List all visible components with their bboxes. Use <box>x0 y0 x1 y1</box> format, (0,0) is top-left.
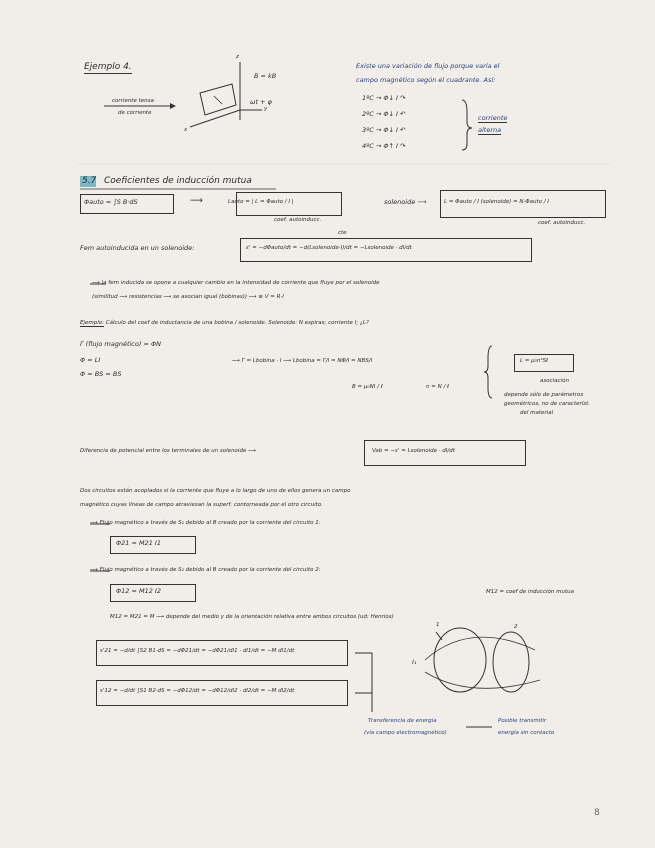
example5-eq: ⟶ Γ = Lbobina · I ⟶ Lbobina = Γ/I = NΦ/I = NBS/I <box>232 358 373 364</box>
fem-line-1: ⟶ la fem inducida se opone a cualquier cambio en la intensidad de corriente que fluye por el solenoide <box>92 280 380 286</box>
arrow-label-1: corriente tensa <box>112 98 154 104</box>
quadrant-brace <box>462 100 472 150</box>
phi-eq-1: Φ = LI <box>80 356 101 364</box>
fig-i1-label: I₁ <box>412 658 417 666</box>
energy-4: energía sin contacto <box>498 730 555 736</box>
depends-3: del material <box>520 410 554 416</box>
example4-note-1: Existe una variación de flujo porque varía el <box>356 62 500 70</box>
fig-2-label: 2 <box>514 624 518 630</box>
n-eq: n = N / ℓ <box>426 384 450 390</box>
coupling-line-1: Dos circuitos están acoplados si la corriente que fluye a lo largo de uno de ellos genera un campo <box>80 488 351 494</box>
depends-1: depende sólo de parámetros <box>504 392 584 398</box>
axis-x-label: x <box>184 127 188 133</box>
quadrant-row: 2ºC → Φ↓ I ↶ <box>362 110 406 118</box>
flux12-text: ⟶ Flujo magnético a través de S₂ debido al B creado por la corriente del circuito 2: <box>90 567 321 573</box>
flux-eq: Φauto = ∫S B·dS <box>84 198 138 206</box>
field-line-2 <box>425 672 540 688</box>
x-axis-line <box>190 110 240 127</box>
fem-cte: cte <box>338 230 347 236</box>
flux21-text: ⟶ Flujo magnético a través de S₂ debido al B creado por la corriente del circuito 1: <box>90 520 321 526</box>
fem-line-2: (similitud ⟶ resistencias ⟶ se asocian igual (bobinas)) ⟶ ≡ V = R·I <box>92 294 284 300</box>
mutual-note: M12 = coef de inducción mutua <box>486 589 574 595</box>
field-line-1 <box>425 637 535 660</box>
energy-2: (vía campo electromagnético) <box>364 730 447 736</box>
brace-label-2: alterna <box>478 126 502 134</box>
result-note: asociación <box>540 378 569 384</box>
section-arrow: ⟶ <box>190 196 203 206</box>
phi-eq-2: Φ = BS = BS <box>80 370 122 378</box>
solenoide-note: coef. autoinducc. <box>538 220 586 226</box>
eps12-eq: ε'12 = −d/dt ∫S1 B2·dS = −dΦ12/dt = −dΦ12/dI2 · dI2/dt = −M dI2/dt <box>100 688 295 694</box>
fem-label: Fem autoinducida en un solenoide: <box>80 244 195 252</box>
example4-title: Ejemplo 4. <box>84 62 132 72</box>
solenoide-eq: L = Φauto / I (solenoide) = N·Φauto / I <box>444 199 549 205</box>
section-title: Coeficientes de inducción mutua <box>104 176 252 186</box>
loop-hatch <box>214 96 222 104</box>
lauto-eq: Lauto = | L = Φauto / I | <box>228 199 294 205</box>
brace-label-1: corriente <box>478 114 508 122</box>
flux12-eq: Φ12 = M12 I2 <box>116 587 161 595</box>
solenoide-label: solenoide ⟶ <box>384 198 427 206</box>
gamma-def: Γ (flujo magnético) = ΦN <box>80 340 161 348</box>
m-text: M12 = M21 = M ⟶ depende del medio y de la orientación relativa entre ambos circuitos (ud: Henrios) <box>110 614 394 620</box>
section-number: 5.7 <box>82 176 97 186</box>
quadrant-row: 1ºC → Φ↓ I ↷ <box>362 94 406 102</box>
potential-label: Diferencia de potencial entre los terminales de un solenoide ⟶ <box>80 448 256 454</box>
coupling-line-2: magnético cuyas líneas de campo atraviesan la superf. contorneada por el otro circuito. <box>80 502 323 508</box>
eq-bracket <box>355 653 372 712</box>
fig-1-label: 1 <box>436 622 440 628</box>
wt-label: ωt + φ <box>250 98 272 106</box>
arrow-label-2: de corriente <box>118 110 152 116</box>
axis-z-label: z <box>236 54 239 60</box>
eps21-eq: ε'21 = −d/dt ∫S2 B1·dS = −dΦ21/dt = −dΦ21/dI1 · dI1/dt = −M dI1/dt <box>100 648 295 654</box>
potential-eq: Vab = −ε' = Lsolenoide · dI/dt <box>372 448 455 454</box>
fem-eq: ε' = −dΦauto/dt = −d(Lsolenoide·I)/dt = −Lsolenoide · dI/dt <box>246 245 412 251</box>
energy-1: Transferencia de energía <box>368 718 437 724</box>
example5-title: Ejemplo: <box>80 320 104 326</box>
example5-body: Cálculo del coef de inductancia de una bobina / solenoide. Solenoide: N espiras; corriente I; ¿L? <box>105 320 369 326</box>
flux21-eq: Φ21 = M21 I1 <box>116 539 161 547</box>
lauto-note: coef. autoinducc. <box>274 217 322 223</box>
page-number: 8 <box>594 808 600 818</box>
energy-3: Posible transmitir <box>498 718 547 724</box>
quadrant-row: 4ºC → Φ↑ I ↷ <box>362 142 406 150</box>
example5-text <box>80 320 369 327</box>
b-label: B = kB <box>254 72 277 80</box>
result-eq: L = μ₀n²Sℓ <box>520 358 549 364</box>
current-arrowhead <box>170 103 176 109</box>
i1-arrow <box>436 632 442 640</box>
example5-brace <box>484 346 492 398</box>
quadrant-row: 3ºC → Φ↓ I ↶ <box>362 126 406 134</box>
b-eq: B = μ₀NI / ℓ <box>352 384 383 390</box>
depends-2: geométricos, no de característ. <box>504 401 591 407</box>
axis-y-label: y <box>264 106 268 112</box>
example4-note-2: campo magnético según el cuadrante. Así: <box>356 76 496 84</box>
